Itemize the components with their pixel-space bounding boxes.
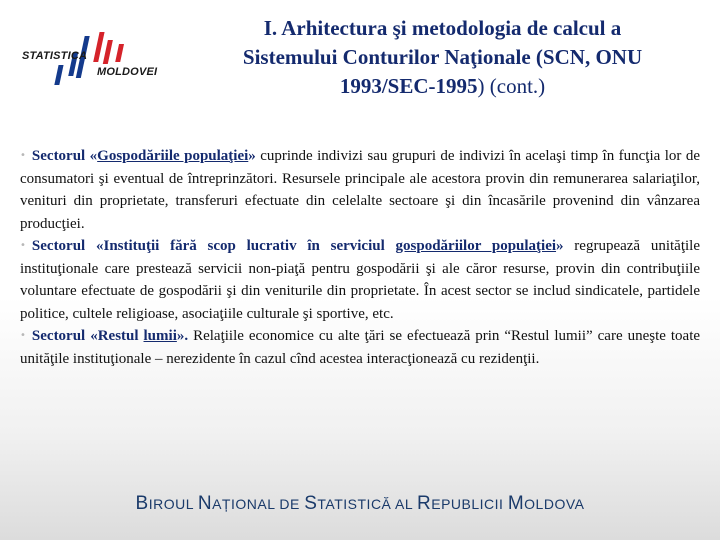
slide-body — [20, 145, 700, 370]
term-prefix: Sectorul «Instituţii fără scop lucrativ în serviciul — [31, 238, 396, 254]
bullet-icon: • — [20, 240, 26, 251]
footer-word: AȚIONAL DE — [212, 496, 305, 512]
paragraph-text: Relaţiile economice cu alte ţări se efectuează prin “Restul lumii” care uneşte toate unităţile instituţionale – nerezidente în cazul cînd acestea interacţionează cu rezidenţii. — [20, 328, 701, 367]
term-underlined: Gospodăriile populaţiei — [97, 148, 249, 164]
term-suffix: » — [248, 148, 256, 164]
footer-cap: S — [304, 493, 318, 514]
footer-institution-name — [0, 493, 720, 515]
term-prefix: Sectorul « — [31, 148, 98, 164]
bullet-icon: • — [20, 330, 26, 341]
title-line-2: Sistemului Conturilor Naţionale (SCN, ONU — [242, 45, 643, 69]
statistica-moldovei-logo — [22, 30, 162, 92]
footer-word: IROUL — [148, 496, 198, 512]
paragraph-rest-of-world — [20, 325, 700, 370]
term-suffix: » — [556, 238, 564, 254]
term-underlined: lumii — [143, 328, 177, 344]
bullet-icon: • — [20, 150, 26, 161]
paragraph-households — [20, 145, 700, 235]
sector-term — [32, 238, 564, 254]
logo-text-moldovei: MOLDOVEI — [97, 66, 158, 78]
paragraph-text: cuprinde indivizi sau grupuri de indivizi în acelaşi timp în funcţia lor de consumatori şi eventual de întreprinzători. Resursele principale ale acestora provin din remunerarea salariaţilor, venituri din proprietate, transferuri efectuate din celelalte sectoare şi din încasările provenind din vânzarea producţiei. — [20, 148, 700, 232]
paragraph-npish — [20, 235, 700, 325]
term-suffix: ». — [176, 328, 194, 344]
title-line-3 — [180, 72, 705, 101]
footer-word: TATISTICĂ AL — [317, 496, 417, 512]
term-underlined: gospodăriilor populaţiei — [395, 238, 557, 254]
title-line-3-plain: ) (cont.) — [477, 74, 546, 98]
term-prefix: Sectorul «Restul — [31, 328, 144, 344]
title-line-3-bold: 1993/SEC-1995 — [339, 74, 478, 98]
footer-word: EPUBLICII — [431, 496, 508, 512]
footer-cap: B — [135, 493, 149, 514]
sector-term — [32, 328, 193, 344]
footer-word: OLDOVA — [524, 496, 585, 512]
footer-cap: M — [507, 493, 525, 514]
footer-cap: N — [197, 493, 213, 514]
paragraph-text: regrupează unităţile instituţionale care prestează servicii non-piaţă pentru gospodării şi ale căror resurse, provin din contribuţiile voluntare efectuate de gospodării şi din veniturile din proprietate. În acest sector se includ sindicatele, partidele politice, cultele religioase, asociaţiile culturale şi sportive, etc. — [20, 238, 700, 322]
slide-title — [180, 14, 705, 101]
title-line-1: I. Arhitectura şi metodologia de calcul a — [263, 16, 622, 40]
footer-cap: R — [417, 493, 432, 514]
logo-text-statistica: STATISTICA — [22, 50, 88, 62]
sector-term — [32, 148, 256, 164]
